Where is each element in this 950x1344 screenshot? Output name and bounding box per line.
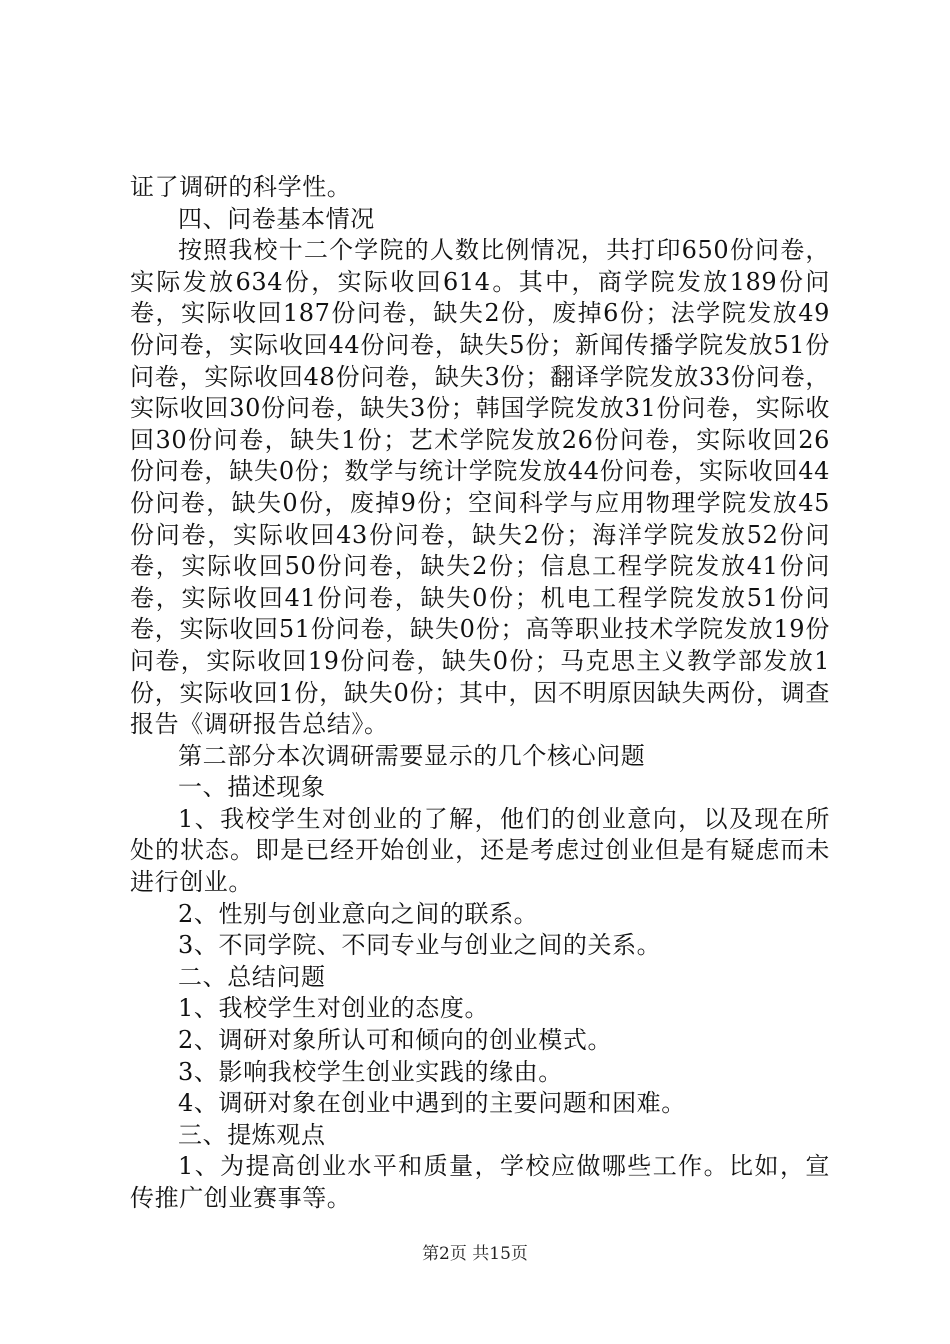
- paragraph-questionnaire-details: 按照我校十二个学院的人数比例情况，共打印650份问卷，实际发放634份，实际收回614。其中，商学院发放189份问卷，实际收回187份问卷，缺失2份，废掉6份；法学院发放49份问卷，实际收回44份问卷，缺失5份；新闻传播学院发放51份问卷，实际收回48份问卷，缺失3份；翻译学院发放33份问卷，实际收回30份问卷，缺失3份；韩国学院发放31份问卷，实际收回30份问卷，缺失1份；艺术学院发放26份问卷，实际收回26份问卷，缺失0份；数学与统计学院发放44份问卷，实际收回44份问卷，缺失0份，废掉9份；空间科学与应用物理学院发放45份问卷，实际收回43份问卷，缺失2份；海洋学院发放52份问卷，实际收回50份问卷，缺失2份；信息工程学院发放41份问卷，实际收回41份问卷，缺失0份；机电工程学院发放51份问卷，实际收回51份问卷，缺失0份；高等职业技术学院发放19份问卷，实际收回19份问卷，缺失0份；马克思主义教学部发放1份，实际收回1份，缺失0份；其中，因不明原因缺失两份，调查报告《调研报告总结》。: [130, 236, 830, 739]
- list-item: 1、我校学生对创业的态度。: [178, 994, 490, 1023]
- list-item: 3、影响我校学生创业实践的缘由。: [178, 1057, 563, 1086]
- list-item: 4、调研对象在创业中遇到的主要问题和困难。: [178, 1089, 686, 1118]
- section-heading-refine: 三、提炼观点: [178, 1120, 326, 1149]
- section-heading-summarize: 二、总结问题: [178, 962, 326, 991]
- list-item: 2、调研对象所认可和倾向的创业模式。: [178, 1026, 613, 1055]
- document-body: [130, 172, 830, 1215]
- part-heading-core-issues: 第二部分本次调研需要显示的几个核心问题: [178, 741, 646, 770]
- list-item: 1、我校学生对创业的了解，他们的创业意向，以及现在所处的状态。即是已经开始创业，还是考虑过创业但是有疑虑而未进行创业。: [130, 804, 830, 897]
- section-heading-questionnaire: 四、问卷基本情况: [178, 204, 375, 233]
- paragraph-continuation: 证了调研的科学性。: [130, 173, 352, 201]
- page-number-footer: 第2页 共15页: [422, 1244, 528, 1264]
- list-item: 2、性别与创业意向之间的联系。: [178, 899, 539, 928]
- list-item: 3、不同学院、不同专业与创业之间的关系。: [178, 931, 662, 960]
- section-heading-describe: 一、描述现象: [178, 773, 326, 802]
- list-item: 1、为提高创业水平和质量，学校应做哪些工作。比如，宣传推广创业赛事等。: [130, 1152, 830, 1212]
